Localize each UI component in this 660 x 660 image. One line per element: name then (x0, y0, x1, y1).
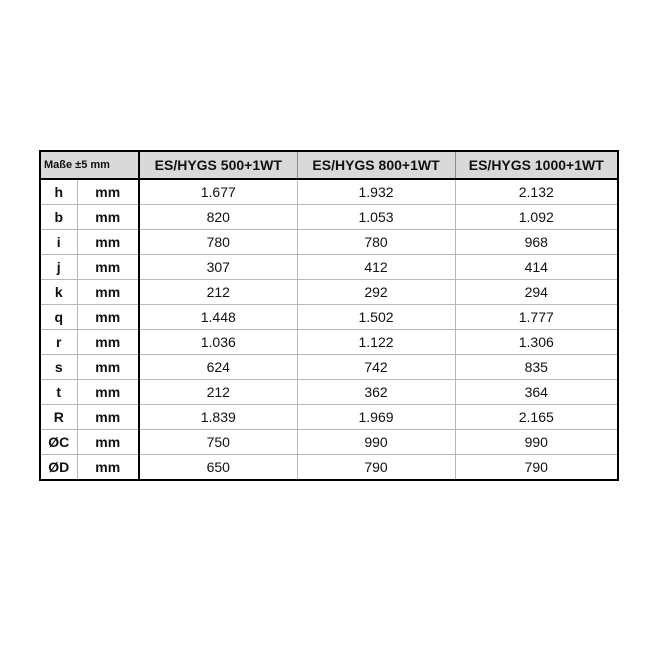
table-row (41, 280, 617, 305)
table-row (41, 230, 617, 255)
value-cell: 1.932 (297, 179, 455, 205)
row-symbol: t (41, 380, 77, 405)
value-cell: 624 (139, 355, 297, 380)
row-unit: mm (77, 230, 139, 255)
value-cell: 2.165 (455, 405, 617, 430)
value-cell: 412 (297, 255, 455, 280)
row-unit: mm (77, 405, 139, 430)
value-cell: 1.092 (455, 205, 617, 230)
row-symbol: s (41, 355, 77, 380)
value-cell: 1.306 (455, 330, 617, 355)
value-cell: 835 (455, 355, 617, 380)
table-row (41, 305, 617, 330)
value-cell: 820 (139, 205, 297, 230)
row-unit: mm (77, 305, 139, 330)
value-cell: 2.132 (455, 179, 617, 205)
value-cell: 1.122 (297, 330, 455, 355)
row-symbol: j (41, 255, 77, 280)
row-unit: mm (77, 380, 139, 405)
table-row (41, 355, 617, 380)
row-symbol: k (41, 280, 77, 305)
value-cell: 750 (139, 430, 297, 455)
table-row (41, 430, 617, 455)
row-unit: mm (77, 205, 139, 230)
dimensions-table-frame (39, 150, 619, 481)
header-model-800: ES/HYGS 800+1WT (297, 152, 455, 179)
value-cell: 790 (455, 455, 617, 480)
value-cell: 742 (297, 355, 455, 380)
value-cell: 968 (455, 230, 617, 255)
table-row (41, 179, 617, 205)
value-cell: 1.777 (455, 305, 617, 330)
table-row (41, 330, 617, 355)
value-cell: 1.677 (200, 184, 236, 200)
table-body (41, 179, 617, 479)
value-cell: 780 (139, 230, 297, 255)
header-dimensions-label: Maße ±5 mm (41, 152, 139, 179)
value-cell: 414 (455, 255, 617, 280)
row-symbol: i (41, 230, 77, 255)
value-cell: 780 (297, 230, 455, 255)
value-cell: 307 (139, 255, 297, 280)
table-row (41, 405, 617, 430)
row-unit: mm (77, 280, 139, 305)
value-cell: 650 (139, 455, 297, 480)
header-model-500: ES/HYGS 500+1WT (139, 152, 297, 179)
row-unit: mm (77, 330, 139, 355)
value-cell: 364 (455, 380, 617, 405)
row-symbol: R (41, 405, 77, 430)
header-model-1000: ES/HYGS 1000+1WT (455, 152, 617, 179)
value-cell: 1.839 (139, 405, 297, 430)
row-unit: mm (77, 455, 139, 480)
row-unit: mm (77, 355, 139, 380)
value-cell: 294 (455, 280, 617, 305)
table-header-row (41, 152, 617, 179)
value-cell: 212 (139, 280, 297, 305)
value-cell: 1.448 (139, 305, 297, 330)
value-cell: 990 (455, 430, 617, 455)
value-cell: 790 (297, 455, 455, 480)
value-cell: 1.969 (297, 405, 455, 430)
row-unit: mm (77, 179, 139, 205)
row-unit: mm (77, 430, 139, 455)
value-cell: 292 (297, 280, 455, 305)
value-cell: 212 (139, 380, 297, 405)
table-row (41, 205, 617, 230)
row-symbol: ØC (41, 430, 77, 455)
row-symbol: ØD (41, 455, 77, 480)
value-cell: 990 (297, 430, 455, 455)
table-row (41, 380, 617, 405)
value-cell: 362 (297, 380, 455, 405)
value-cell: 1.053 (297, 205, 455, 230)
table-row (41, 255, 617, 280)
row-symbol: b (41, 205, 77, 230)
row-symbol: r (41, 330, 77, 355)
value-cell: 1.502 (297, 305, 455, 330)
row-symbol: h (41, 179, 77, 205)
row-unit: mm (77, 255, 139, 280)
dimensions-table (41, 152, 617, 479)
value-cell: 1.036 (139, 330, 297, 355)
row-symbol: q (41, 305, 77, 330)
table-row (41, 455, 617, 480)
